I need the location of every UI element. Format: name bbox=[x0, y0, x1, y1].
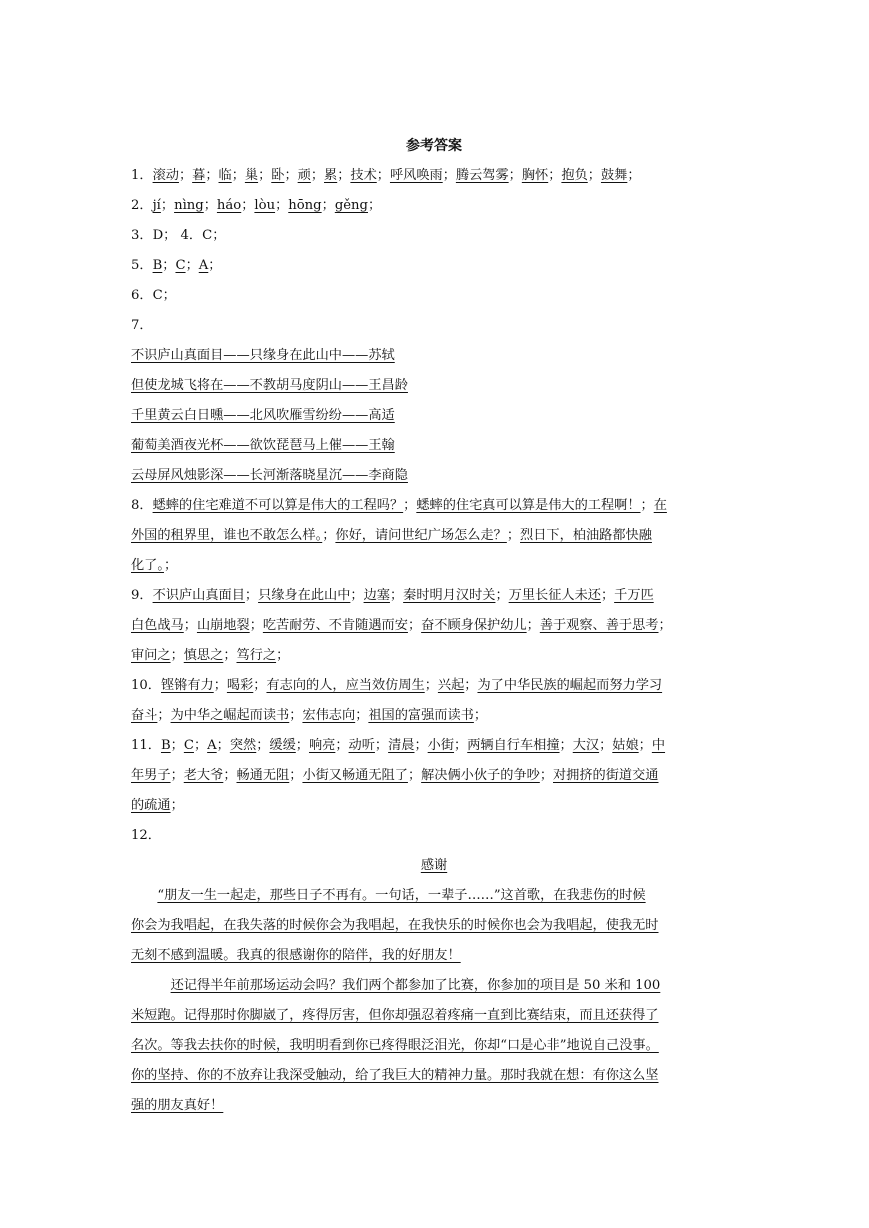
answer-text: ； bbox=[170, 738, 184, 753]
answer-text: ； bbox=[213, 678, 227, 693]
answer-line bbox=[131, 821, 737, 851]
answer-line bbox=[131, 341, 737, 371]
answer-text: 6．C； bbox=[131, 288, 176, 303]
answer-line bbox=[131, 431, 737, 461]
underlined-answer: 笃行之 bbox=[236, 648, 277, 663]
answer-text: ； bbox=[376, 168, 390, 183]
underlined-answer: 为中华之崛起而读书 bbox=[170, 708, 290, 723]
answer-text: ； bbox=[205, 168, 219, 183]
answer-text: ； bbox=[208, 258, 222, 273]
answer-line bbox=[131, 551, 737, 581]
underlined-answer: 老大爷 bbox=[183, 768, 224, 783]
answer-line bbox=[131, 461, 737, 491]
answer-text: ； bbox=[526, 618, 540, 633]
answer-text: ； bbox=[249, 618, 263, 633]
underlined-answer: 大汉 bbox=[572, 738, 600, 753]
underlined-answer: 善于观察、善于思考 bbox=[539, 618, 659, 633]
underlined-answer: “朋友一生一起走，那些日子不再有。一句话，一辈子……”这首歌，在我悲伤的时候 bbox=[157, 888, 646, 903]
underlined-answer: 顽 bbox=[297, 168, 311, 183]
underlined-answer: 宏伟志向 bbox=[302, 708, 356, 723]
answer-text: ； bbox=[157, 708, 171, 723]
underlined-answer: 万里长征人未还 bbox=[508, 588, 601, 603]
answer-text: ； bbox=[160, 198, 175, 213]
answer-text: ； bbox=[539, 768, 553, 783]
answer-text: ； bbox=[495, 588, 509, 603]
answer-text: ； bbox=[464, 678, 478, 693]
underlined-answer: 在 bbox=[653, 498, 667, 513]
answer-line bbox=[131, 851, 737, 881]
answer-line bbox=[131, 611, 737, 641]
answer-text: ； bbox=[183, 618, 197, 633]
answer-text: ； bbox=[587, 168, 601, 183]
underlined-answer: 奋斗 bbox=[131, 708, 158, 723]
answer-text: 12． bbox=[131, 828, 161, 843]
answer-line bbox=[131, 581, 737, 611]
answer-line bbox=[131, 1091, 737, 1121]
underlined-answer: 为了中华民族的崛起而努力学习 bbox=[477, 678, 663, 693]
answer-text: ； bbox=[170, 648, 184, 663]
answer-text: ； bbox=[454, 738, 468, 753]
underlined-answer: 两辆自行车相撞 bbox=[467, 738, 560, 753]
underlined-answer: 烈日下，柏油路都快融 bbox=[520, 528, 652, 543]
answer-text: ； bbox=[256, 738, 270, 753]
underlined-answer: 暮 bbox=[192, 168, 206, 183]
answer-line bbox=[131, 941, 737, 971]
answer-line bbox=[131, 1001, 737, 1031]
underlined-answer: 腾云驾雾 bbox=[455, 168, 509, 183]
answer-line bbox=[131, 491, 737, 521]
underlined-answer: 蟋蟀的住宅难道不可以算是伟大的工程吗？ bbox=[152, 498, 404, 513]
underlined-answer: A bbox=[198, 258, 209, 273]
answer-page bbox=[131, 132, 737, 1121]
underlined-answer: 奋不顾身保护幼儿 bbox=[421, 618, 527, 633]
answer-text: ； bbox=[289, 768, 303, 783]
underlined-answer: nìng bbox=[174, 198, 204, 213]
answer-text: ； bbox=[244, 588, 259, 603]
answer-text: ； bbox=[185, 258, 199, 273]
answer-line bbox=[131, 1031, 737, 1061]
answer-text: ； bbox=[559, 738, 573, 753]
underlined-answer: 的疏通 bbox=[131, 798, 171, 813]
underlined-answer: 名次。等我去扶你的时候，我明明看到你已疼得眼泛泪光，你却“口是心非”地说自己没事。 bbox=[131, 1038, 659, 1053]
underlined-answer: 边塞 bbox=[363, 588, 390, 603]
answer-text: ； bbox=[178, 168, 193, 183]
underlined-answer: 慎思之 bbox=[183, 648, 224, 663]
answer-text: ； bbox=[170, 768, 184, 783]
underlined-answer: B bbox=[152, 258, 163, 273]
underlined-answer: 小街又畅通无阻了 bbox=[302, 768, 408, 783]
underlined-answer: 米短跑。记得那时你脚崴了，疼得厉害，但你却强忍着疼痛一直到比赛结束，而且还获得了 bbox=[131, 1008, 659, 1023]
underlined-answer: 中 bbox=[651, 738, 666, 753]
underlined-answer: 兴起 bbox=[437, 678, 465, 693]
answer-text: 1． bbox=[131, 168, 153, 183]
answer-text: ； bbox=[253, 678, 267, 693]
answer-line bbox=[131, 641, 737, 671]
answer-line bbox=[131, 791, 737, 821]
underlined-answer: 你会为我唱起，在我失落的时候你会为我唱起，在我快乐的时候你也会为我唱起，使我无时 bbox=[131, 918, 659, 933]
answer-line bbox=[131, 701, 737, 731]
underlined-answer: 有志向的人，应当效仿周生 bbox=[266, 678, 425, 693]
underlined-answer: 小街 bbox=[427, 738, 455, 753]
answer-line bbox=[131, 281, 737, 311]
underlined-answer: 蟋蟀的住宅真可以算是伟大的工程啊！ bbox=[416, 498, 641, 513]
answer-text: ； bbox=[640, 498, 654, 513]
answer-text: ； bbox=[368, 198, 382, 213]
underlined-answer: 突然 bbox=[229, 738, 257, 753]
underlined-answer: 呼风唤雨 bbox=[389, 168, 443, 183]
answer-text: ； bbox=[275, 198, 289, 213]
answer-line bbox=[131, 401, 737, 431]
page-title: 参考答案 bbox=[406, 138, 462, 154]
underlined-answer: 喝彩 bbox=[226, 678, 254, 693]
answer-line bbox=[131, 911, 737, 941]
answer-text: ； bbox=[407, 768, 422, 783]
underlined-answer: 滚动 bbox=[152, 168, 179, 183]
answer-text: ； bbox=[442, 168, 456, 183]
answer-text: ； bbox=[355, 708, 369, 723]
underlined-answer: 但使龙城飞将在——不教胡马度阴山——王昌龄 bbox=[131, 378, 408, 393]
answer-line bbox=[131, 371, 737, 401]
underlined-answer: C bbox=[175, 258, 186, 273]
underlined-answer: 巢 bbox=[244, 168, 259, 183]
answer-text: ； bbox=[284, 168, 298, 183]
answer-text: ； bbox=[658, 618, 672, 633]
underlined-answer: 铿锵有力 bbox=[160, 678, 214, 693]
answer-line bbox=[131, 221, 737, 251]
answer-text: ； bbox=[403, 498, 417, 513]
underlined-answer: 千里黄云白日曛——北风吹雁雪纷纷——高适 bbox=[131, 408, 395, 423]
answer-text: 3．D； 4．C； bbox=[131, 228, 226, 243]
underlined-answer: 无刻不感到温暖。我真的很感谢你的陪伴，我的好朋友！ bbox=[131, 948, 461, 963]
underlined-answer: C bbox=[183, 738, 194, 753]
answer-text: ； bbox=[321, 198, 335, 213]
answer-text: ； bbox=[335, 738, 349, 753]
answer-text: 10． bbox=[131, 678, 161, 693]
underlined-answer: 对拥挤的街道交通 bbox=[553, 768, 659, 783]
underlined-answer: 鼓舞 bbox=[600, 168, 628, 183]
answer-text: ； bbox=[473, 708, 488, 723]
answer-text: 7． bbox=[131, 318, 153, 333]
underlined-answer: 技术 bbox=[350, 168, 377, 183]
underlined-answer: gěng bbox=[334, 198, 368, 213]
answer-text: ； bbox=[203, 198, 217, 213]
underlined-answer: 解决俩小伙子的争吵 bbox=[421, 768, 540, 783]
underlined-answer: háo bbox=[216, 198, 242, 213]
answer-text: 5． bbox=[131, 258, 153, 273]
underlined-answer: 葡萄美酒夜光杯——欲饮琵琶马上催——王翰 bbox=[131, 438, 395, 453]
answer-text: ； bbox=[163, 558, 178, 573]
answer-line bbox=[131, 521, 737, 551]
answer-text: ； bbox=[216, 738, 230, 753]
underlined-answer: 临 bbox=[218, 168, 232, 183]
answer-text: ； bbox=[414, 738, 428, 753]
answer-text: ； bbox=[223, 768, 237, 783]
underlined-answer: 化了。 bbox=[131, 558, 164, 573]
answer-text: ； bbox=[627, 168, 641, 183]
answer-line bbox=[131, 191, 737, 221]
answer-line bbox=[131, 761, 737, 791]
answer-line bbox=[131, 881, 737, 911]
answer-line bbox=[131, 731, 737, 761]
underlined-answer: 审问之 bbox=[131, 648, 171, 663]
answer-text: ； bbox=[548, 168, 562, 183]
answer-text: ； bbox=[223, 648, 237, 663]
underlined-answer: 年男子 bbox=[131, 768, 171, 783]
answer-text: ； bbox=[374, 738, 389, 753]
underlined-answer: 响亮 bbox=[308, 738, 336, 753]
underlined-answer: 山崩地裂 bbox=[196, 618, 250, 633]
answer-text: ； bbox=[350, 588, 364, 603]
underlined-answer: 不识庐山真面目 bbox=[152, 588, 245, 603]
underlined-answer: 秦时明月汉时关 bbox=[403, 588, 496, 603]
answer-line bbox=[131, 971, 737, 1001]
answer-text: ； bbox=[599, 738, 613, 753]
underlined-answer: 胸怀 bbox=[521, 168, 549, 183]
answer-text: ； bbox=[295, 738, 309, 753]
underlined-answer: 姑娘 bbox=[612, 738, 639, 753]
answer-line bbox=[131, 1061, 737, 1091]
answer-lines bbox=[131, 161, 737, 1121]
answer-text: ； bbox=[337, 168, 351, 183]
underlined-answer: 强的朋友真好！ bbox=[131, 1098, 224, 1113]
underlined-answer: 你好，请问世纪广场怎么走？ bbox=[335, 528, 507, 543]
underlined-answer: jí bbox=[152, 198, 161, 213]
answer-text: 9． bbox=[131, 588, 153, 603]
answer-text: ； bbox=[407, 618, 422, 633]
underlined-answer: 感谢 bbox=[420, 858, 448, 873]
underlined-answer: 畅通无阻 bbox=[236, 768, 290, 783]
underlined-answer: A bbox=[207, 738, 217, 753]
answer-text: ； bbox=[193, 738, 208, 753]
answer-text: 11． bbox=[131, 738, 161, 753]
answer-text: ； bbox=[600, 588, 615, 603]
underlined-answer: 缓缓 bbox=[269, 738, 296, 753]
underlined-answer: 还记得半年前那场运动会吗？我们两个都参加了比赛，你参加的项目是 50 米和 100 bbox=[170, 978, 661, 993]
answer-text: 8． bbox=[131, 498, 153, 513]
underlined-answer: B bbox=[160, 738, 171, 753]
underlined-answer: 只缘身在此山中 bbox=[258, 588, 351, 603]
answer-text: ； bbox=[241, 198, 255, 213]
underlined-answer: 动听 bbox=[348, 738, 375, 753]
underlined-answer: hōng bbox=[288, 198, 322, 213]
underlined-answer: 外国的租界里，谁也不敢怎么样。 bbox=[131, 528, 323, 543]
answer-text: ； bbox=[162, 258, 176, 273]
answer-text: ； bbox=[310, 168, 325, 183]
underlined-answer: 吃苦耐劳、不肯随遇而安 bbox=[262, 618, 408, 633]
answer-text: ； bbox=[389, 588, 404, 603]
underlined-answer: 累 bbox=[324, 168, 338, 183]
answer-text: ； bbox=[170, 798, 184, 813]
answer-line bbox=[131, 671, 737, 701]
answer-text: ； bbox=[258, 168, 272, 183]
answer-text: ； bbox=[506, 528, 521, 543]
underlined-answer: 千万匹 bbox=[614, 588, 654, 603]
answer-text: ； bbox=[231, 168, 245, 183]
underlined-answer: 白色战马 bbox=[131, 618, 184, 633]
answer-line bbox=[131, 161, 737, 191]
underlined-answer: 云母屏风烛影深——长河渐落晓星沉——李商隐 bbox=[131, 468, 408, 483]
underlined-answer: 抱负 bbox=[561, 168, 588, 183]
answer-text: ； bbox=[638, 738, 652, 753]
answer-line bbox=[131, 251, 737, 281]
answer-text: ； bbox=[276, 648, 290, 663]
answer-text: ； bbox=[508, 168, 522, 183]
answer-text: 2． bbox=[131, 198, 153, 213]
underlined-answer: 卧 bbox=[271, 168, 285, 183]
underlined-answer: lòu bbox=[254, 198, 276, 213]
answer-text: ； bbox=[322, 528, 336, 543]
answer-line bbox=[131, 311, 737, 341]
underlined-answer: 不识庐山真面目——只缘身在此山中——苏轼 bbox=[131, 348, 395, 363]
underlined-answer: 清晨 bbox=[388, 738, 415, 753]
underlined-answer: 你的坚持、你的不放弃让我深受触动，给了我巨大的精神力量。那时我就在想：有你这么坚 bbox=[131, 1068, 659, 1083]
answer-text: ； bbox=[289, 708, 303, 723]
underlined-answer: 祖国的富强而读书 bbox=[368, 708, 474, 723]
answer-text: ； bbox=[424, 678, 438, 693]
